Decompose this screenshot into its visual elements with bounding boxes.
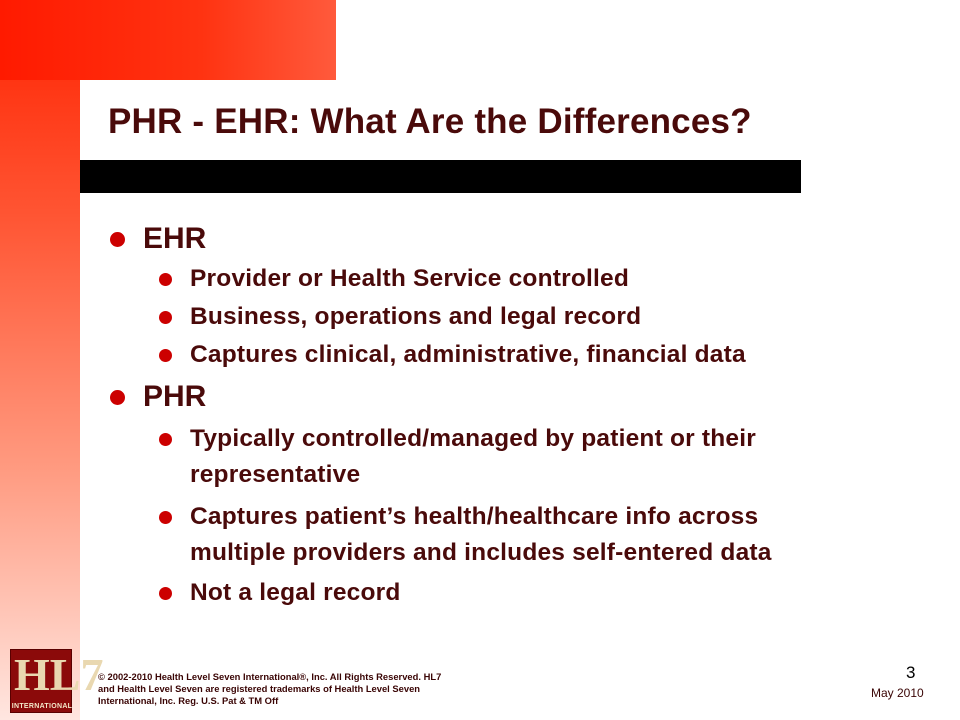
bullet-text: Captures patient’s health/healthcare info across [190, 503, 759, 530]
bullet-text: EHR [143, 222, 207, 255]
logo-subtext: INTERNATIONAL [11, 703, 73, 710]
bullet-icon [159, 587, 172, 600]
copyright-line: © 2002-2010 Health Level Seven International®, Inc. All Rights Reserved. HL7 [98, 671, 442, 682]
copyright-line: International, Inc. Reg. U.S. Pat & TM Off [98, 695, 279, 706]
slide-number: 3 [906, 663, 916, 682]
bullet-icon [159, 433, 172, 446]
title-underline-bar [80, 160, 801, 193]
slide-date: May 2010 [871, 686, 924, 700]
bullet-text: PHR [143, 380, 207, 413]
bullet-text: Typically controlled/managed by patient or their [190, 425, 756, 452]
bullet-text: representative [190, 461, 361, 488]
bullet-text: Provider or Health Service controlled [190, 265, 630, 292]
bullet-icon [159, 349, 172, 362]
bullet-text: Business, operations and legal record [190, 303, 642, 330]
bullet-icon [110, 232, 125, 247]
top-gradient-band [0, 0, 336, 80]
bullet-icon [159, 511, 172, 524]
left-gradient-band [0, 0, 80, 720]
slide-title: PHR - EHR: What Are the Differences? [108, 102, 752, 141]
logo-letters: HL7 [14, 649, 104, 700]
bullet-text: Captures clinical, administrative, financial data [190, 341, 746, 368]
bullet-icon [110, 390, 125, 405]
copyright-notice [98, 671, 498, 707]
bullet-text: multiple providers and includes self-entered data [190, 539, 772, 566]
bullet-text: Not a legal record [190, 579, 401, 606]
hl7-logo [10, 649, 104, 713]
bullet-icon [159, 273, 172, 286]
copyright-line: and Health Level Seven are registered trademarks of Health Level Seven [98, 683, 421, 694]
bullet-icon [159, 311, 172, 324]
